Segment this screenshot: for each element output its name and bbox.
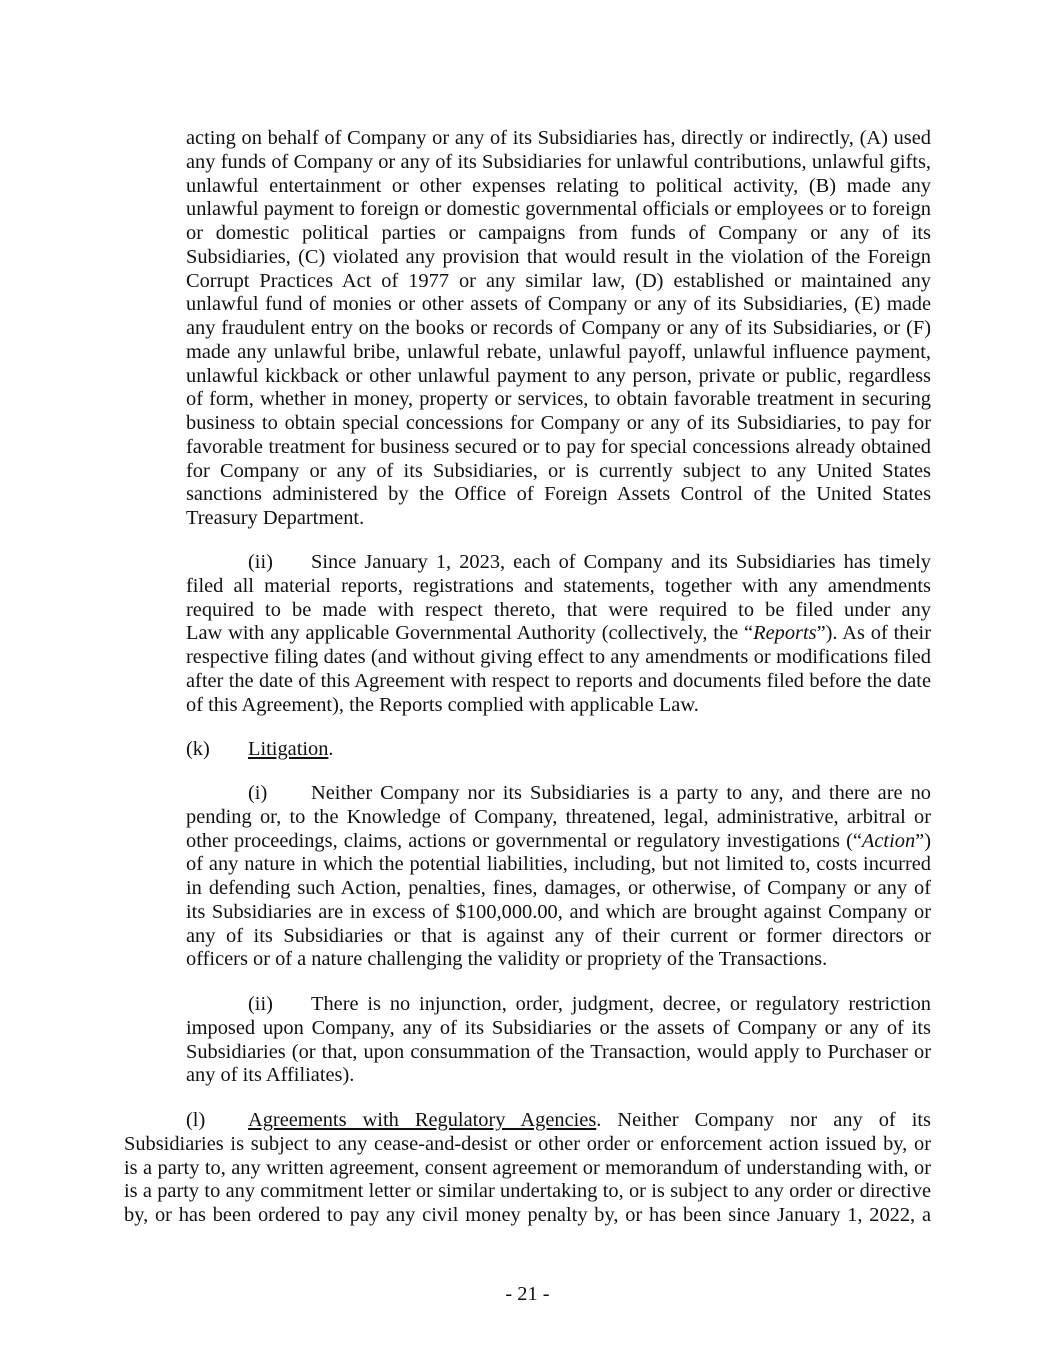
- text-run: favorable treatment for business secured or to pay for special concessions already obtained: [186, 435, 931, 458]
- text-line: [186, 693, 931, 717]
- text-run: acting on behalf of Company or any of its Subsidiaries has, directly or indirectly, (A) used: [186, 127, 931, 149]
- text-run: of any nature in which the potential liabilities, including, but not limited to, costs incurred: [186, 853, 931, 876]
- text-run: unlawful payment to foreign or domestic governmental officials or employees or to foreign: [186, 198, 931, 221]
- text-run: respective filing dates (and without giving effect to any amendments or modifications filed: [186, 646, 931, 668]
- text-line: [186, 411, 931, 435]
- text-run: ”). As of their: [816, 622, 931, 645]
- text-line: [186, 269, 931, 293]
- text-run: any fraudulent entry on the books or records of Company or any of its Subsidiaries, or (F): [186, 317, 931, 339]
- text-line: [248, 992, 931, 1016]
- text-run: Subsidiaries, (C) violated any provision that would result in the violation of the Foreign: [186, 245, 931, 268]
- text-line: [186, 364, 931, 388]
- text-line: [124, 1179, 931, 1203]
- text-run: by, or has been ordered to pay any civil money penalty by, or has been since January 1, 2022, a: [124, 1204, 931, 1226]
- text-line: [186, 574, 931, 598]
- text-run: business to obtain special concessions for Company or any of its Subsidiaries, to pay for: [186, 412, 931, 434]
- text-line: [186, 621, 931, 645]
- text-line: [186, 435, 931, 459]
- defined-term: Reports: [753, 622, 817, 645]
- text-run: Since January 1, 2023, each of Company and its Subsidiaries has timely: [311, 551, 931, 573]
- section-heading: Litigation: [248, 738, 329, 760]
- text-line: [248, 550, 931, 574]
- text-run: any of its Subsidiaries or that is against any of their current or former directors or: [186, 924, 931, 947]
- text-run: of this Agreement), the Reports complied with applicable Law.: [186, 693, 699, 716]
- text-run: for Company or any of its Subsidiaries, or is currently subject to any United States: [186, 459, 931, 482]
- text-run: ”): [915, 829, 931, 852]
- section-label: (i): [248, 782, 268, 804]
- text-line: [124, 1132, 931, 1156]
- section-label: (ii): [248, 993, 273, 1015]
- text-line: [186, 947, 931, 971]
- text-run: filed all material reports, registrations and statements, together with any amendments: [186, 574, 931, 597]
- text-line: [186, 1016, 931, 1040]
- text-line: [186, 1063, 931, 1087]
- text-run: unlawful entertainment or other expenses relating to political activity, (B) made any: [186, 174, 931, 197]
- text-run: is a party to any commitment letter or similar undertaking to, or is subject to any order or directive: [124, 1180, 931, 1203]
- text-run: unlawful fund of monies or other assets of Company or any of its Subsidiaries, (E) made: [186, 293, 931, 316]
- text-line: [186, 292, 931, 316]
- text-line: [248, 781, 931, 805]
- text-run: Subsidiaries is subject to any cease-and-desist or other order or enforcement action issued by, or: [124, 1132, 931, 1155]
- text-line: [186, 150, 931, 174]
- text-line: [186, 482, 931, 506]
- text-line: [186, 852, 931, 876]
- text-line: [186, 459, 931, 483]
- text-line: [186, 316, 931, 340]
- text-line: [186, 1108, 931, 1132]
- text-run: imposed upon Company, any of its Subsidiaries or the assets of Company or any of its: [186, 1016, 931, 1039]
- text-line: [186, 245, 931, 269]
- text-run: Law with any applicable Governmental Authority (collectively, the “: [186, 622, 754, 645]
- text-line: [186, 1040, 931, 1064]
- text-line: [186, 805, 931, 829]
- text-run: Subsidiaries (or that, upon consummation of the Transaction, would apply to Purchaser or: [186, 1040, 931, 1063]
- text-run: pending or, to the Knowledge of Company, threatened, legal, administrative, arbitral or: [186, 805, 931, 828]
- text-run: Treasury Department.: [186, 507, 365, 529]
- text-line: [186, 126, 931, 150]
- text-run: of form, whether in money, property or services, to obtain favorable treatment in securing: [186, 388, 931, 411]
- text-run: in defending such Action, penalties, fines, damages, or otherwise, of Company or any of: [186, 877, 931, 899]
- text-run: after the date of this Agreement with respect to reports and documents filed before the date: [186, 669, 931, 692]
- text-line: [186, 924, 931, 948]
- text-line: [186, 829, 931, 853]
- text-line: [186, 506, 931, 530]
- text-line: [186, 197, 931, 221]
- text-run: made any unlawful bribe, unlawful rebate, unlawful payoff, unlawful influence payment,: [186, 340, 931, 363]
- section-label: (k): [186, 738, 210, 760]
- text-run: required to be made with respect thereto, that were required to be filed under any: [186, 598, 931, 621]
- text-line: [186, 669, 931, 693]
- text-run: unlawful kickback or other unlawful payment to any person, private or public, regardless: [186, 364, 931, 387]
- text-run: or domestic political parties or campaigns from funds of Company or any of its: [186, 222, 931, 244]
- text-run: is a party to, any written agreement, consent agreement or memorandum of understanding with, or: [124, 1156, 931, 1179]
- text-line: [186, 876, 931, 900]
- text-run: sanctions administered by the Office of Foreign Assets Control of the United States: [186, 483, 931, 506]
- text-run: Corrupt Practices Act of 1977 or any similar law, (D) established or maintained any: [186, 269, 931, 292]
- text-line: [186, 737, 931, 761]
- text-run: .: [328, 738, 334, 760]
- text-line: [186, 340, 931, 364]
- text-line: [124, 1203, 931, 1227]
- text-line: [186, 174, 931, 198]
- text-line: [186, 387, 931, 411]
- text-line: [186, 645, 931, 669]
- section-label: (ii): [248, 551, 273, 573]
- section-heading: Agreements with Regulatory Agencies: [248, 1109, 597, 1131]
- text-line: [186, 221, 931, 245]
- text-run: Neither Company nor its Subsidiaries is a party to any, and there are no: [311, 782, 931, 804]
- text-run: any funds of Company or any of its Subsidiaries for unlawful contributions, unlawful gifts,: [186, 150, 931, 173]
- text-run: its Subsidiaries are in excess of $100,000.00, and which are brought against Company or: [186, 900, 931, 923]
- text-run: There is no injunction, order, judgment, decree, or regulatory restriction: [311, 993, 931, 1015]
- defined-term: Action: [861, 829, 916, 852]
- text-run: any of its Affiliates).: [186, 1064, 355, 1087]
- text-line: [124, 1156, 931, 1180]
- text-line: [186, 598, 931, 622]
- page-number: - 21 -: [505, 1283, 550, 1305]
- text-run: officers or of a nature challenging the validity or propriety of the Transactions.: [186, 948, 828, 971]
- text-line: [186, 900, 931, 924]
- section-label: (l): [186, 1109, 206, 1131]
- text-run: other proceedings, claims, actions or governmental or regulatory investigations (“: [186, 829, 862, 852]
- text-run: . Neither Company nor any of its: [596, 1109, 931, 1131]
